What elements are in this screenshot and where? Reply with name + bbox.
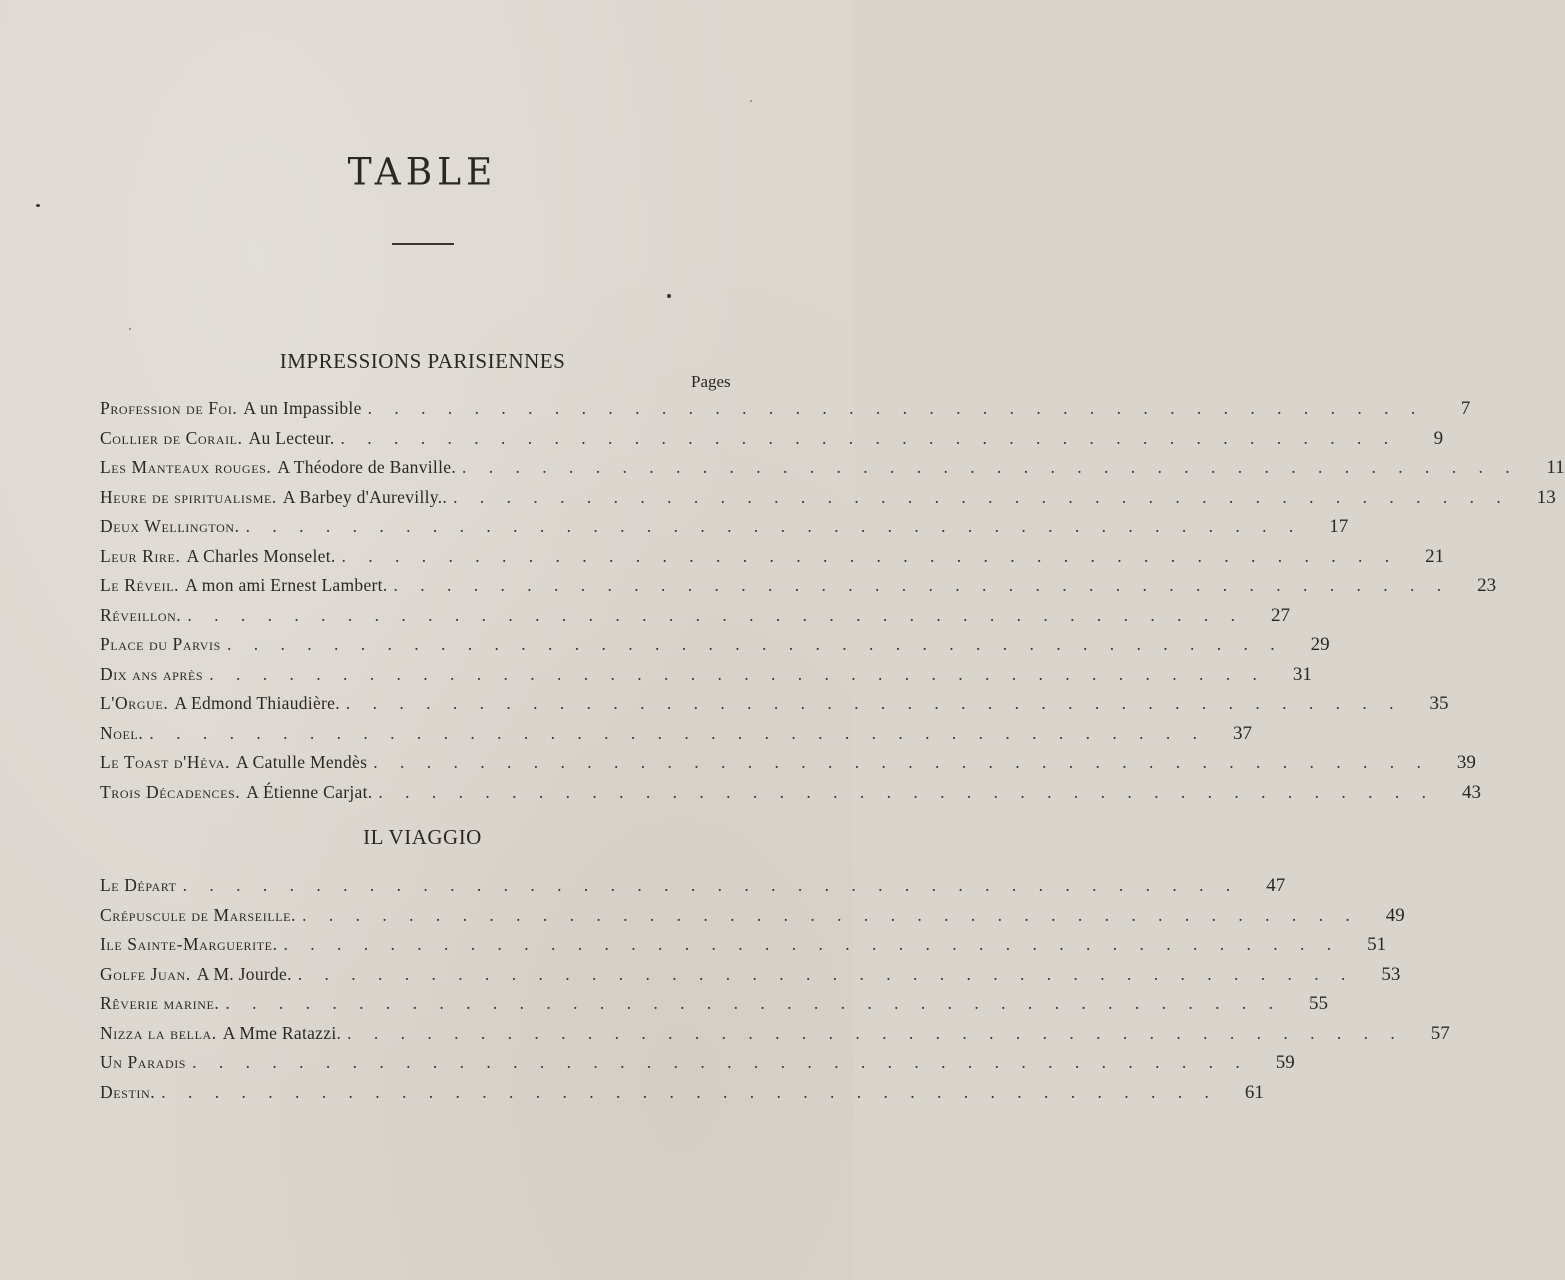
toc-entry-title: Un Paradis [100,1052,187,1072]
toc-entry [100,542,1445,572]
toc-entry-dedication: A Charles Monselet. [186,545,336,566]
toc-entry-title: Rêverie marine. [100,993,220,1013]
dot-leader: . . . . . . . . . . . . . . . . . . . . . . . . . . . . . . . . . . . . . . . . [187,604,1244,625]
dot-leader: . . . . . . . . . . . . . . . . . . . . . . . . . . . . . . . . . . . . . . . . [149,722,1206,743]
paper-speck [667,294,671,298]
dot-leader: . . . . . . . . . . . . . . . . . . . . . . . . . . . . . . . . . . . . . . . . [182,875,1240,895]
toc-entry-page-number: 59 [1275,1052,1295,1073]
toc-entry-page-number: 51 [1367,934,1387,955]
toc-entry [100,394,1471,424]
toc-entry [100,630,1330,660]
toc-list-impressions [100,394,1565,807]
toc-entry-dedication: A M. Jourde. [196,963,292,984]
toc-entry-title: Réveillon. [100,604,182,625]
toc-entry [100,660,1312,690]
paper-speck [36,204,40,207]
dot-leader: . . . . . . . . . . . . . . . . . . . . . . . . . . . . . . . . . . . . . . . . [283,934,1341,954]
toc-entry [100,778,1482,808]
toc-entry [100,1048,1295,1078]
toc-entry-page-number: 49 [1385,904,1405,926]
dot-leader: . . . . . . . . . . . . . . . . . . . . . . . . . . . . . . . . . . . . . . . . [345,693,1403,713]
toc-entry [100,930,1387,960]
dot-leader: . . . . . . . . . . . . . . . . . . . . . . . . . . . . . . . . . . . . . . . . [373,752,1430,772]
toc-entry-title: Ile Sainte-Marguerite. [100,934,278,954]
toc-entry-page-number: 23 [1477,575,1497,596]
toc-entry-title: Deux Wellington. [100,516,240,536]
toc-entry-dedication: A un Impassible [243,398,362,418]
toc-entry-dedication: A Edmond Thiaudière. [174,693,340,713]
section-heading-viaggio: IL VIAGGIO [363,825,482,849]
dot-leader: . . . . . . . . . . . . . . . . . . . . . . . . . . . . . . . . . . . . . . . . [341,545,1399,566]
dot-leader: . . . . . . . . . . . . . . . . . . . . . . . . . . . . . . . . . . . . . . . . [340,427,1398,448]
dot-leader: . . . . . . . . . . . . . . . . . . . . . . . . . . . . . . . . . . . . . . . . [378,781,1436,802]
toc-entry [100,901,1405,931]
toc-entry-title: L'Orgue. [100,693,169,713]
paper-speck [129,328,131,330]
dot-leader: . . . . . . . . . . . . . . . . . . . . . . . . . . . . . . . . . . . . . . . . [367,398,1425,418]
dot-leader: . . . . . . . . . . . . . . . . . . . . . . . . . . . . . . . . . . . . . . . . [393,575,1451,595]
paper-speck [750,100,752,102]
toc-entry [100,601,1290,631]
toc-entry-page-number: 47 [1266,875,1286,896]
toc-entry-title: Le Réveil. [100,575,180,595]
toc-entry-page-number: 21 [1425,545,1445,567]
dot-leader: . . . . . . . . . . . . . . . . . . . . . . . . . . . . . . . . . . . . . . . . [226,634,1284,654]
dot-leader: . . . . . . . . . . . . . . . . . . . . . . . . . . . . . . . . . . . . . . . . [347,1022,1404,1043]
toc-entry-page-number: 61 [1244,1081,1264,1103]
toc-entry-page-number: 43 [1462,781,1482,803]
toc-entry-dedication: A Étienne Carjat. [246,781,373,802]
toc-entry [100,453,1565,483]
section-heading-impressions: IMPRESSIONS PARISIENNES [279,349,566,373]
dot-leader: . . . . . . . . . . . . . . . . . . . . . . . . . . . . . . . . . . . . . . . . [297,963,1355,984]
toc-entry-dedication: A mon ami Ernest Lambert. [185,575,388,595]
toc-entry-title: Dix ans après [100,663,204,684]
toc-entry-title: Place du Parvis [100,634,221,654]
dot-leader: . . . . . . . . . . . . . . . . . . . . . . . . . . . . . . . . . . . . . . . . [302,904,1359,925]
toc-entry-page-number: 9 [1433,427,1444,449]
toc-entry-page-number: 13 [1536,486,1556,508]
toc-entry [100,719,1252,749]
dot-leader: . . . . . . . . . . . . . . . . . . . . . . . . . . . . . . . . . . . . . . . . [192,1052,1249,1072]
toc-entry-dedication: A Théodore de Banville. [277,457,456,477]
toc-entry-title: Crépuscule de Marseille. [100,904,297,925]
toc-entry-page-number: 57 [1430,1022,1450,1044]
toc-entry-title: Profession de Foi. [100,398,238,418]
dot-leader: . . . . . . . . . . . . . . . . . . . . . . . . . . . . . . . . . . . . . . . . [462,457,1519,477]
toc-entry-dedication: A Barbey d'Aurevilly.. [282,486,448,507]
toc-entry [100,571,1497,601]
toc-entry-title: Noel. [100,722,144,743]
toc-entry-page-number: 55 [1309,993,1329,1014]
toc-entry-title: Heure de spiritualisme. [100,486,277,507]
dot-leader: . . . . . . . . . . . . . . . . . . . . . . . . . . . . . . . . . . . . . . . . [453,486,1510,507]
toc-entry-page-number: 39 [1456,752,1476,773]
page-title: TABLE [347,150,498,195]
toc-list-viaggio [100,871,1450,1107]
toc-entry-title: Les Manteaux rouges. [100,457,272,477]
toc-entry-title: Trois Décadences. [100,781,241,802]
dot-leader: . . . . . . . . . . . . . . . . . . . . . . . . . . . . . . . . . . . . . . . . [209,663,1266,684]
toc-entry [100,689,1449,719]
dot-leader: . . . . . . . . . . . . . . . . . . . . . . . . . . . . . . . . . . . . . . . . [161,1081,1218,1102]
dot-leader: . . . . . . . . . . . . . . . . . . . . . . . . . . . . . . . . . . . . . . . . [245,516,1303,536]
toc-entry-page-number: 37 [1232,722,1252,744]
toc-entry-title: Destin. [100,1081,156,1102]
toc-entry-title: Collier de Corail. [100,427,243,448]
toc-entry-dedication: A Catulle Mendès [236,752,368,772]
toc-entry-page-number: 29 [1310,634,1330,655]
toc-entry-dedication: Au Lecteur. [248,427,335,448]
toc-entry [100,748,1476,778]
dot-leader: . . . . . . . . . . . . . . . . . . . . . . . . . . . . . . . . . . . . . . . . [225,993,1283,1013]
toc-entry-title: Le Départ [100,875,177,895]
toc-entry [100,1019,1450,1049]
toc-entry-title: Golfe Juan. [100,963,191,984]
title-rule [392,243,454,245]
toc-entry-page-number: 27 [1271,604,1290,626]
toc-entry-page-number: 7 [1460,398,1471,419]
toc-entry [100,1078,1264,1108]
toc-entry-page-number: 17 [1329,516,1349,537]
toc-entry-title: Nizza la bella. [100,1022,217,1043]
toc-entry-page-number: 35 [1429,693,1449,714]
toc-entry-title: Le Toast d'Héva. [100,752,231,772]
toc-entry [100,483,1556,513]
toc-entry [100,512,1349,542]
toc-entry [100,989,1329,1019]
toc-entry-page-number: 31 [1292,663,1312,685]
toc-entry [100,424,1444,454]
toc-entry-dedication: A Mme Ratazzi. [222,1022,342,1043]
toc-entry-title: Leur Rire. [100,545,181,566]
toc-entry [100,871,1286,901]
toc-entry [100,960,1401,990]
toc-entry-page-number: 11 [1546,457,1565,478]
pages-column-label: Pages [691,372,731,391]
toc-entry-page-number: 53 [1381,963,1401,985]
